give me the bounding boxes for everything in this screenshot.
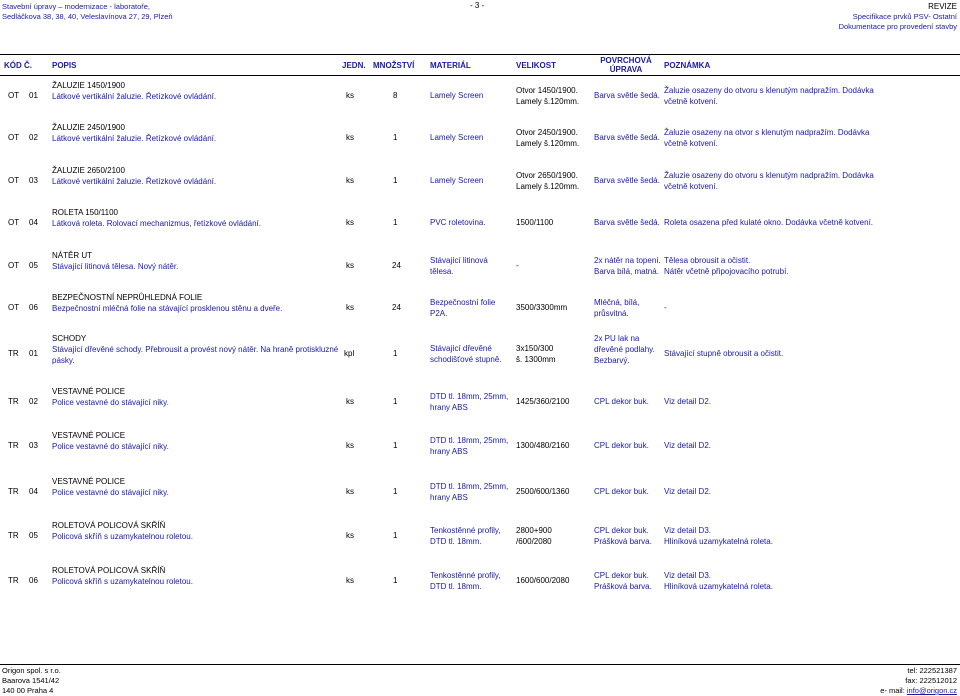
row-number: 04: [29, 487, 38, 496]
row-surface: [594, 90, 660, 101]
row-note: [664, 440, 711, 451]
row-material: [430, 525, 501, 547]
row-note-line1: Tělesa obrousit a očistit.: [664, 256, 751, 265]
row-size: [516, 575, 569, 586]
row-description: [52, 476, 169, 498]
col-unit: JEDN.: [342, 61, 366, 70]
row-size-line1: 1500/1100: [516, 218, 554, 227]
row-size-line1: 1300/480/2160: [516, 441, 570, 450]
col-mat: MATERIÁL: [430, 61, 471, 70]
row-code: TR: [8, 441, 19, 450]
row-surface: [594, 396, 649, 407]
row-code: TR: [8, 397, 19, 406]
row-quantity: 24: [392, 303, 401, 312]
row-note: [664, 170, 874, 192]
row-size-line1: Otvor 2450/1900.: [516, 128, 578, 137]
row-material-line1: Lamely Screen: [430, 176, 484, 185]
row-description: [52, 165, 216, 187]
row-detail-cont: pásky.: [52, 356, 75, 365]
row-size-line2: Lamely š.120mm.: [516, 182, 580, 191]
row-number: 01: [29, 91, 38, 100]
row-surface-line2: Barva bílá, matná.: [594, 267, 659, 276]
row-description: [52, 250, 178, 272]
row-material-line1: DTD tl. 18mm, 25mm,: [430, 392, 509, 401]
row-title: SCHODY: [52, 334, 87, 343]
row-note: [664, 525, 773, 547]
row-detail: Látková roleta. Rolovací mechanizmus, řetízkové ovládání.: [52, 219, 261, 228]
row-quantity: 1: [393, 441, 398, 450]
row-unit: ks: [346, 487, 354, 496]
row-description: [52, 386, 169, 408]
row-material-line1: Tenkostěnné profily,: [430, 526, 501, 535]
row-code: OT: [8, 303, 20, 312]
row-quantity: 1: [393, 349, 398, 358]
row-material: [430, 297, 495, 319]
row-description: [52, 333, 338, 366]
revision-label: REVIZE: [928, 2, 957, 11]
row-number: 05: [29, 261, 38, 270]
row-surface-line2: Prášková barva.: [594, 537, 652, 546]
row-code: OT: [8, 261, 20, 270]
row-detail: Bezpečnostní mléčná folie na stávající prosklenou stěnu a dveře.: [52, 304, 283, 313]
document-subtitle: Specifikace prvků PSV- Ostatní: [852, 12, 957, 21]
row-quantity: 1: [393, 176, 398, 185]
row-note: [664, 570, 773, 592]
row-material: [430, 391, 508, 413]
row-title: VESTAVNÉ POLICE: [52, 477, 126, 486]
row-surface-line2: průsvitná.: [594, 309, 629, 318]
row-note: [664, 348, 783, 359]
row-size: [516, 260, 519, 271]
row-note: [664, 486, 711, 497]
row-size: [516, 343, 556, 365]
company-phone: tel: 222521387: [907, 666, 957, 675]
row-surface-line3: Bezbarvý.: [594, 356, 630, 365]
row-code: TR: [8, 487, 19, 496]
row-surface: [594, 297, 639, 319]
row-material: [430, 217, 486, 228]
row-size-line1: 2500/600/1360: [516, 487, 570, 496]
row-quantity: 1: [393, 576, 398, 585]
row-material: [430, 570, 501, 592]
row-number: 04: [29, 218, 38, 227]
row-detail: Police vestavné do stávající niky.: [52, 398, 169, 407]
row-code: OT: [8, 176, 20, 185]
row-surface-line1: Barva světle šedá.: [594, 91, 660, 100]
row-title: ŽALUZIE 1450/1900: [52, 81, 125, 90]
row-code: TR: [8, 349, 19, 358]
email-link[interactable]: info@origon.cz: [906, 686, 957, 695]
row-surface: [594, 132, 660, 143]
row-material-line1: Tenkostěnné profily,: [430, 571, 501, 580]
row-size: [516, 302, 567, 313]
row-title: ROLETOVÁ POLICOVÁ SKŘÍŇ: [52, 566, 166, 575]
row-number: 03: [29, 441, 38, 450]
row-surface-line2: dřevěné podlahy.: [594, 345, 655, 354]
row-size-line1: 2800+900: [516, 526, 552, 535]
row-code: OT: [8, 218, 20, 227]
row-quantity: 24: [392, 261, 401, 270]
row-note-line2: včetně kotvení.: [664, 97, 718, 106]
col-note: POZNÁMKA: [664, 61, 711, 70]
row-surface-line1: 2x PU lak na: [594, 334, 640, 343]
row-surface: [594, 525, 652, 547]
row-material-line2: hrany ABS: [430, 447, 468, 456]
row-detail: Stávající litinová tělesa. Nový nátěr.: [52, 262, 179, 271]
row-detail: Stávající dřevěné schody. Přebrousit a provést nový nátěr. Na hraně protiskluzné: [52, 345, 339, 354]
table-header: [0, 56, 960, 74]
row-quantity: 1: [393, 218, 398, 227]
row-material: [430, 481, 508, 503]
row-description: [52, 207, 261, 229]
row-detail: Policová skříň s uzamykatelnou roletou.: [52, 532, 193, 541]
row-unit: ks: [346, 261, 354, 270]
row-material-line1: Stávající dřevěné: [430, 344, 492, 353]
row-title: NÁTĚR UT: [52, 251, 92, 260]
row-material: [430, 255, 488, 277]
row-unit: ks: [346, 218, 354, 227]
row-surface-line1: CPL dekor buk.: [594, 487, 649, 496]
row-size-line1: Otvor 2650/1900.: [516, 171, 578, 180]
row-quantity: 1: [393, 531, 398, 540]
row-note-line1: -: [664, 303, 667, 312]
project-line-1: Stavební úpravy – modernizace - laboratoře,: [2, 2, 150, 11]
row-code: TR: [8, 576, 19, 585]
row-number: 02: [29, 397, 38, 406]
row-title: ROLETA 150/1100: [52, 208, 118, 217]
row-surface: [594, 486, 649, 497]
row-size: [516, 396, 569, 407]
row-quantity: 1: [393, 397, 398, 406]
row-surface: [594, 440, 649, 451]
row-surface: [594, 333, 655, 366]
row-number: 01: [29, 349, 38, 358]
row-size: [516, 127, 579, 149]
row-size: [516, 170, 579, 192]
row-surface-line1: CPL dekor buk.: [594, 571, 649, 580]
row-quantity: 1: [393, 487, 398, 496]
col-qty: MNOŽSTVÍ: [373, 61, 415, 70]
row-size-line2: Lamely š.120mm.: [516, 97, 580, 106]
row-note-line1: Žaluzie osazeny do otvoru s klenutým nadpražím. Dodávka: [664, 86, 874, 95]
row-note: [664, 127, 869, 149]
row-material: [430, 90, 483, 101]
document-info: [839, 2, 957, 32]
company-address: [2, 666, 61, 696]
row-material-line2: tělesa.: [430, 267, 454, 276]
row-material-line1: DTD tl. 18mm, 25mm,: [430, 436, 509, 445]
row-surface-line1: Barva světle šedá.: [594, 133, 660, 142]
row-unit: ks: [346, 91, 354, 100]
row-surface: [594, 217, 660, 228]
row-note-line2: Nátěr včetně připojovacího potrubí.: [664, 267, 789, 276]
row-unit: ks: [346, 531, 354, 540]
row-material-line2: schodišťové stupně.: [430, 355, 502, 364]
row-note-line2: Hliníková uzamykatelná roleta.: [664, 582, 773, 591]
row-description: [52, 565, 193, 587]
project-info: [2, 2, 173, 22]
row-note: [664, 302, 667, 313]
col-desc: POPIS: [52, 61, 77, 70]
header-bottom-rule: [0, 75, 960, 76]
col-num: Č.: [24, 61, 32, 70]
row-surface-line1: CPL dekor buk.: [594, 441, 649, 450]
row-title: ŽALUZIE 2450/1900: [52, 123, 125, 132]
row-code: TR: [8, 531, 19, 540]
row-note-line2: včetně kotvení.: [664, 139, 718, 148]
row-number: 02: [29, 133, 38, 142]
row-title: ŽALUZIE 2650/2100: [52, 166, 125, 175]
row-material: [430, 175, 483, 186]
row-surface-line1: 2x nátěr na topení.: [594, 256, 661, 265]
row-surface-line1: Mléčná, bílá,: [594, 298, 640, 307]
company-street: Baarova 1541/42: [2, 676, 60, 685]
project-line-2: Sedláčkova 38, 38, 40, Veleslavínova 27, 29, Plzeň: [2, 12, 173, 21]
row-note-line1: Roleta osazena před kulaté okno. Dodávka včetně kotvení.: [664, 218, 874, 227]
row-material: [430, 132, 483, 143]
company-fax: fax: 222512012: [905, 676, 957, 685]
row-number: 06: [29, 576, 38, 585]
row-size-line2: /600/2080: [516, 537, 552, 546]
row-detail: Látkové vertikální žaluzie. Řetízkové ovládání.: [52, 92, 217, 101]
row-note-line1: Viz detail D3.: [664, 526, 711, 535]
row-number: 05: [29, 531, 38, 540]
row-size: [516, 525, 552, 547]
row-description: [52, 520, 193, 542]
col-code: KÓD: [4, 61, 22, 70]
row-surface-line2: Prášková barva.: [594, 582, 652, 591]
row-material: [430, 343, 502, 365]
company-city: 140 00 Praha 4: [2, 686, 54, 695]
row-material-line1: DTD tl. 18mm, 25mm,: [430, 482, 509, 491]
col-surf-line2: ÚPRAVA: [609, 65, 643, 74]
row-material-line1: PVC roletovina.: [430, 218, 486, 227]
row-material-line1: Stávající litinová: [430, 256, 488, 265]
row-size: [516, 85, 579, 107]
row-unit: ks: [346, 176, 354, 185]
row-detail: Policová skříň s uzamykatelnou roletou.: [52, 577, 193, 586]
row-unit: ks: [346, 397, 354, 406]
row-surface-line1: Barva světle šedá.: [594, 176, 660, 185]
company-name: Origon spol. s r.o.: [2, 666, 61, 675]
row-surface: [594, 570, 652, 592]
row-note-line1: Viz detail D2.: [664, 397, 711, 406]
row-surface-line1: Barva světle šedá.: [594, 218, 660, 227]
row-material: [430, 435, 508, 457]
row-note: [664, 217, 873, 228]
row-surface: [594, 255, 661, 277]
row-note: [664, 255, 789, 277]
row-note-line1: Stávající stupně obrousit a očistit.: [664, 349, 784, 358]
row-material-line1: Lamely Screen: [430, 91, 484, 100]
row-size-line1: Otvor 1450/1900.: [516, 86, 578, 95]
row-title: ROLETOVÁ POLICOVÁ SKŘÍŇ: [52, 521, 166, 530]
col-size: VELIKOST: [516, 61, 557, 70]
row-description: [52, 430, 169, 452]
row-detail: Police vestavné do stávající niky.: [52, 488, 169, 497]
footer-rule: [0, 664, 960, 665]
row-number: 06: [29, 303, 38, 312]
row-material-line2: DTD tl. 18mm.: [430, 537, 482, 546]
row-note-line1: Žaluzie osazeny na otvor s klenutým nadpražím. Dodávka: [664, 128, 870, 137]
row-material-line2: hrany ABS: [430, 493, 468, 502]
row-unit: ks: [346, 441, 354, 450]
row-size-line2: Lamely š.120mm.: [516, 139, 580, 148]
row-material-line2: hrany ABS: [430, 403, 468, 412]
row-code: OT: [8, 91, 20, 100]
row-size: [516, 440, 569, 451]
document-stage: Dokumentace pro provedení stavby: [838, 22, 957, 31]
row-quantity: 8: [393, 91, 398, 100]
row-note-line2: včetně kotvení.: [664, 182, 718, 191]
row-note-line1: Žaluzie osazeny do otvoru s klenutým nadpražím. Dodávka: [664, 171, 874, 180]
row-detail: Látkové vertikální žaluzie. Řetízkové ovládání.: [52, 177, 217, 186]
row-code: OT: [8, 133, 20, 142]
row-title: VESTAVNÉ POLICE: [52, 431, 126, 440]
row-size-line1: -: [516, 261, 519, 270]
row-quantity: 1: [393, 133, 398, 142]
row-surface-line1: CPL dekor buk.: [594, 526, 649, 535]
row-unit: ks: [346, 133, 354, 142]
row-size-line1: 3500/3300mm: [516, 303, 568, 312]
row-size-line2: š. 1300mm: [516, 355, 556, 364]
row-unit: ks: [346, 303, 354, 312]
header-top-rule: [0, 54, 960, 55]
row-material-line1: Lamely Screen: [430, 133, 484, 142]
row-detail: Látkové vertikální žaluzie. Řetízkové ovládání.: [52, 134, 217, 143]
col-surf-line1: POVRCHOVÁ: [600, 56, 652, 65]
row-material-line2: P2A.: [430, 309, 448, 318]
row-note: [664, 396, 711, 407]
row-note-line2: Hliníková uzamykatelná roleta.: [664, 537, 773, 546]
row-number: 03: [29, 176, 38, 185]
row-title: VESTAVNÉ POLICE: [52, 387, 126, 396]
row-description: [52, 80, 216, 102]
row-size-line1: 3x150/300: [516, 344, 554, 353]
col-surf: [594, 56, 658, 74]
row-size: [516, 486, 569, 497]
row-detail: Police vestavné do stávající niky.: [52, 442, 169, 451]
row-material-line2: DTD tl. 18mm.: [430, 582, 482, 591]
row-surface-line1: CPL dekor buk.: [594, 397, 649, 406]
row-description: [52, 292, 282, 314]
row-unit: kpl: [344, 349, 355, 358]
row-surface: [594, 175, 660, 186]
row-unit: ks: [346, 576, 354, 585]
row-title: BEZPEČNOSTNÍ NEPRŮHLEDNÁ FOLIE: [52, 293, 203, 302]
company-contact: [880, 666, 957, 696]
row-note-line1: Viz detail D2.: [664, 441, 711, 450]
row-size: [516, 217, 553, 228]
row-description: [52, 122, 216, 144]
row-material-line1: Bezpečnostní folie: [430, 298, 496, 307]
email-prefix: e- mail:: [880, 686, 907, 695]
row-note-line1: Viz detail D2.: [664, 487, 711, 496]
row-size-line1: 1600/600/2080: [516, 576, 570, 585]
row-note: [664, 85, 874, 107]
row-size-line1: 1425/360/2100: [516, 397, 570, 406]
page-number: - 3 -: [470, 1, 485, 10]
row-note-line1: Viz detail D3.: [664, 571, 711, 580]
